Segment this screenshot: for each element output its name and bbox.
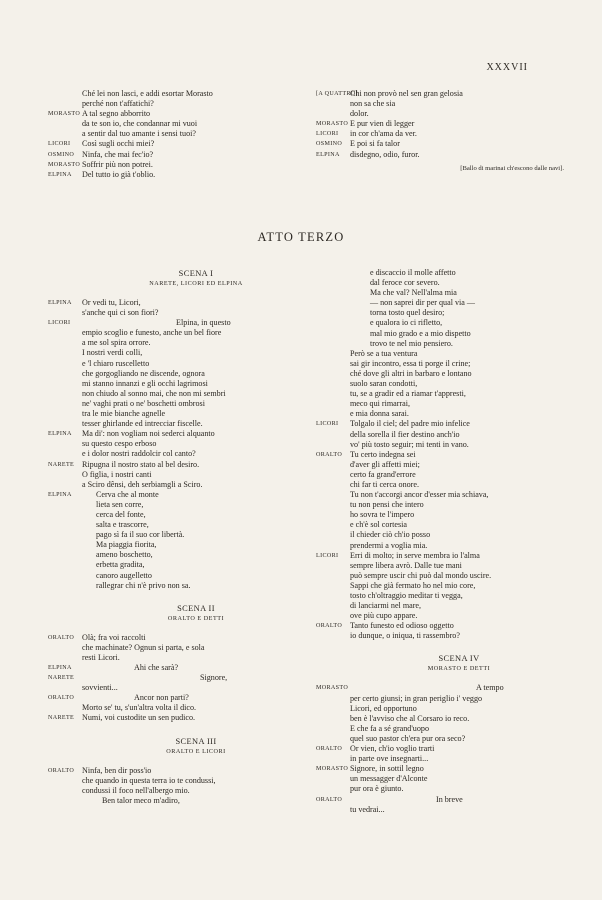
scene-title: SCENA I bbox=[178, 269, 214, 278]
verse-text: Ninfa, ben dir poss'io bbox=[82, 765, 152, 775]
verse-line bbox=[48, 429, 310, 439]
speaker-name: MORASTO bbox=[316, 685, 349, 692]
verse-line bbox=[316, 480, 568, 490]
previous-act-ending-left bbox=[48, 89, 310, 180]
scene-characters: NARETE, LICORI ED ELPINA bbox=[149, 280, 243, 287]
verse-line bbox=[316, 764, 568, 774]
speaker-name: ORALTO bbox=[316, 796, 343, 803]
verse-text: che gorgogliando ne discende, ognora bbox=[82, 368, 205, 378]
verse-line bbox=[316, 500, 568, 510]
verse-line bbox=[316, 784, 568, 794]
verse-text: Però se a tua ventura bbox=[350, 348, 418, 358]
scene-characters: ORALTO E DETTI bbox=[167, 614, 225, 622]
verse-line bbox=[316, 359, 568, 369]
verse-line bbox=[316, 308, 568, 318]
verse-text: — non saprei dir per qual via — bbox=[370, 298, 475, 308]
verse-line bbox=[48, 460, 310, 470]
verse-line bbox=[316, 714, 568, 724]
verse-text: di lanciarmi nel mare, bbox=[350, 601, 422, 611]
verse-line bbox=[316, 520, 568, 530]
speaker-name: ELPINA bbox=[48, 491, 72, 498]
verse-text: Ma di': non vogliam noi sederci alquanto bbox=[82, 429, 215, 439]
speaker-name: MORASTO bbox=[48, 111, 81, 118]
act-title: ATTO TERZO bbox=[257, 230, 345, 244]
verse-text: tu vedrai... bbox=[350, 804, 385, 814]
verse-text: Numi, voi custodite un sen pudico. bbox=[82, 713, 196, 723]
scene-heading bbox=[82, 603, 310, 624]
verse-line bbox=[48, 796, 310, 806]
verse-text: resti Licori. bbox=[82, 652, 120, 662]
verse-line bbox=[316, 288, 568, 298]
verse-line bbox=[316, 541, 568, 551]
spacer bbox=[48, 591, 310, 603]
verse-text: mal mio grado e a mio dispetto bbox=[370, 328, 471, 338]
verse-line bbox=[316, 510, 568, 520]
verse-line bbox=[316, 795, 568, 805]
speaker-name: ORALTO bbox=[316, 623, 343, 630]
verse-line bbox=[48, 89, 310, 99]
verse-line bbox=[48, 540, 310, 550]
verse-line bbox=[316, 601, 568, 611]
verse-text: un messagger d'Alconte bbox=[350, 774, 428, 784]
verse-text: tra le mie bianche agnelle bbox=[82, 409, 166, 419]
speaker-name: ORALTO bbox=[48, 695, 75, 702]
verse-line bbox=[316, 490, 568, 500]
verse-text: il chieder ciò ch'io posso bbox=[350, 530, 431, 540]
verse-text: O figlia, i nostri canti bbox=[82, 469, 152, 479]
verse-line bbox=[48, 369, 310, 379]
verse-text: Ma piaggia fiorita, bbox=[96, 540, 157, 550]
verse-text: Or vedi tu, Licori, bbox=[82, 298, 141, 307]
verse-text: quel suo pastor ch'era pur ora seco? bbox=[350, 733, 466, 743]
verse-line bbox=[48, 510, 310, 520]
verse-text: Soffrir più non potrei. bbox=[82, 159, 153, 169]
verse-line bbox=[48, 298, 310, 308]
verse-line bbox=[48, 409, 310, 419]
verse-line bbox=[48, 338, 310, 348]
verse-line bbox=[48, 663, 310, 673]
verse-line bbox=[316, 329, 568, 339]
verse-line bbox=[316, 109, 568, 119]
verse-text: disdegno, odio, furor. bbox=[350, 149, 420, 159]
verse-line bbox=[316, 591, 568, 601]
verse-line bbox=[316, 631, 568, 641]
speaker-name: ELPINA bbox=[48, 431, 72, 438]
verse-text: da te son io, che condannar mi vuoi bbox=[82, 119, 198, 129]
verse-text: a sentir dal tuo amante i sensi tuoi? bbox=[82, 129, 196, 139]
verse-line bbox=[48, 119, 310, 129]
spacer bbox=[316, 641, 568, 653]
verse-line bbox=[316, 460, 568, 470]
verse-text: ché dove gli altri in barbaro e lontano bbox=[350, 368, 472, 378]
verse-text: della sorella il fier destino anch'io bbox=[350, 429, 460, 439]
verse-text: che machinate? Ognun si parta, e sola bbox=[82, 642, 205, 652]
speaker-name: ORALTO bbox=[48, 767, 75, 774]
verse-line bbox=[316, 551, 568, 561]
verse-text: Ahi che sarà? bbox=[134, 663, 179, 672]
speaker-name: OSMINO bbox=[316, 141, 343, 148]
verse-line bbox=[316, 150, 568, 160]
verse-line bbox=[316, 581, 568, 591]
verse-line bbox=[48, 766, 310, 776]
verse-text: dolor. bbox=[350, 109, 369, 119]
verse-text: Elpina, in questo bbox=[176, 318, 231, 328]
speaker-name: LICORI bbox=[316, 421, 339, 428]
verse-text: Ché lei non lasci, e addi esortar Morasto bbox=[82, 89, 213, 98]
verse-line bbox=[316, 349, 568, 359]
verse-line bbox=[48, 786, 310, 796]
verse-text: Tu non t'accorgi ancor d'esser mia schiava, bbox=[350, 490, 489, 500]
spacer bbox=[48, 724, 310, 736]
verse-text: Signore, in sottil legno bbox=[350, 764, 424, 774]
verse-text: I nostri verdi colli, bbox=[82, 348, 143, 358]
left-text-column bbox=[48, 268, 310, 806]
verse-line bbox=[48, 419, 310, 429]
verse-text: Tolgalo il ciel; del padre mio infelice bbox=[350, 419, 470, 429]
verse-text: vo' più tosto seguir; mi tenti in vano. bbox=[350, 439, 469, 449]
verse-line bbox=[48, 348, 310, 358]
verse-text: e i dolor nostri raddolcir col canto? bbox=[82, 449, 196, 459]
verse-text: chi far ti cerca onore. bbox=[350, 479, 419, 489]
verse-line bbox=[48, 129, 310, 139]
verse-line bbox=[316, 129, 568, 139]
verse-text: Sappi che già fermato ho nel mio core, bbox=[350, 580, 476, 590]
verse-line bbox=[316, 805, 568, 815]
verse-line bbox=[316, 298, 568, 308]
verse-text: ho sovra te l'impero bbox=[350, 510, 415, 520]
page-number: XXXVII bbox=[486, 62, 528, 73]
scene-characters: ORALTO E LICORI bbox=[166, 747, 226, 755]
verse-text: in cor ch'ama da ver. bbox=[350, 129, 417, 139]
verse-text: io dunque, o iniqua, ti rassembro? bbox=[350, 631, 460, 641]
verse-text: cerca del fonte, bbox=[96, 509, 146, 519]
verse-text: trovo te nel mio pensiero. bbox=[370, 338, 453, 348]
verse-text: ameno boschetto, bbox=[96, 550, 153, 560]
verse-text: pur ora è giunto. bbox=[350, 784, 404, 794]
verse-line bbox=[316, 561, 568, 571]
speaker-name: LICORI bbox=[316, 131, 339, 138]
verse-line bbox=[48, 703, 310, 713]
verse-line bbox=[316, 369, 568, 379]
verse-line bbox=[316, 89, 568, 99]
verse-text: Chi non provò nel sen gran gelosia bbox=[350, 89, 463, 98]
verse-text: Ripugna il nostro stato al bel desiro. bbox=[82, 459, 200, 469]
verse-text: tesser ghirlande ed intrecciar fiscelle. bbox=[82, 419, 203, 429]
verse-line bbox=[48, 776, 310, 786]
speaker-name: ELPINA bbox=[48, 300, 72, 306]
verse-line bbox=[316, 318, 568, 328]
verse-line bbox=[316, 119, 568, 129]
verse-line bbox=[316, 621, 568, 631]
verse-text: e 'l chiaro ruscelletto bbox=[82, 358, 150, 368]
verse-text: lieta sen corre, bbox=[96, 499, 144, 509]
verse-text: Or vien, ch'io voglio trarti bbox=[350, 744, 435, 754]
verse-text: sempre libera avrò. Dalle tue mani bbox=[350, 560, 462, 570]
verse-line bbox=[48, 581, 310, 591]
verse-line bbox=[48, 109, 310, 119]
verse-text: salta e trascorre, bbox=[96, 520, 149, 530]
verse-text: non sa che sia bbox=[350, 99, 396, 109]
speaker-name: LICORI bbox=[48, 141, 71, 148]
scene-title: SCENA IV bbox=[438, 654, 480, 664]
verse-text: può sempre uscir chi può dal mondo uscire. bbox=[350, 570, 492, 580]
verse-text: Signore, bbox=[200, 673, 228, 683]
verse-text: Morto se' tu, s'un'altra volta il dico. bbox=[82, 703, 197, 713]
verse-line bbox=[48, 713, 310, 723]
verse-line bbox=[48, 530, 310, 540]
verse-text: dal feroce cor severo. bbox=[370, 278, 440, 288]
verse-text: Cerva che al monte bbox=[96, 489, 159, 499]
verse-line bbox=[48, 653, 310, 663]
speaker-name: MORASTO bbox=[316, 766, 349, 773]
verse-line bbox=[48, 160, 310, 170]
verse-line bbox=[48, 449, 310, 459]
verse-text: Ninfa, che mai fec'io? bbox=[82, 149, 154, 159]
verse-text: erbetta gradita, bbox=[96, 560, 145, 570]
speaker-name: ORALTO bbox=[316, 451, 343, 458]
verse-line bbox=[316, 611, 568, 621]
speaker-name: OSMINO bbox=[48, 151, 75, 158]
verse-text: s'anche qui ci son fiori? bbox=[82, 308, 159, 318]
scene-title: SCENA II bbox=[177, 603, 215, 613]
verse-text: Ma che val? Nell'alma mia bbox=[370, 288, 457, 298]
verse-text: Tanto funesto ed odioso oggetto bbox=[350, 621, 454, 631]
verse-line bbox=[48, 500, 310, 510]
verse-text: A tempo bbox=[476, 683, 504, 693]
verse-text: meco qui rimarrai, bbox=[350, 399, 411, 409]
verse-text: ben è l'avviso che al Corsaro io reco. bbox=[350, 713, 470, 723]
verse-text: Ancor non parti? bbox=[134, 693, 189, 703]
verse-line bbox=[48, 470, 310, 480]
verse-line bbox=[48, 328, 310, 338]
verse-line bbox=[48, 399, 310, 409]
speaker-name: LICORI bbox=[316, 552, 339, 559]
verse-text: che quando in questa terra io te condussi, bbox=[82, 775, 216, 785]
verse-line bbox=[316, 774, 568, 784]
verse-line bbox=[316, 399, 568, 409]
verse-line bbox=[316, 419, 568, 429]
speaker-name: ELPINA bbox=[316, 151, 340, 158]
verse-line bbox=[316, 530, 568, 540]
scene-title: SCENA III bbox=[175, 736, 217, 746]
verse-text: Del tutto io già t'oblio. bbox=[82, 169, 156, 179]
verse-text: condussi il foco nell'albergo mio. bbox=[82, 785, 190, 795]
speaker-name: ORALTO bbox=[48, 634, 75, 641]
verse-text: empio scoglio e funesto, anche un bel fiore bbox=[82, 328, 222, 338]
verse-line bbox=[316, 139, 568, 149]
verse-text: Ben talor meco m'adiro, bbox=[102, 795, 180, 805]
verse-text: Così sugli occhi miei? bbox=[82, 139, 155, 149]
verse-text: perché non t'affatichi? bbox=[82, 99, 154, 109]
scene-heading bbox=[82, 268, 310, 289]
verse-line bbox=[48, 379, 310, 389]
scene-characters: MORASTO E DETTI bbox=[427, 665, 491, 673]
verse-text: d'aver gli affetti miei; bbox=[350, 459, 420, 469]
verse-text: suolo saran condotti, bbox=[350, 379, 418, 389]
verse-line bbox=[48, 673, 310, 683]
verse-text: e mia donna sarai. bbox=[350, 409, 409, 419]
speaker-name: ELPINA bbox=[48, 665, 72, 671]
stage-direction: [Ballo di marinai ch'escono dalle navi]. bbox=[460, 164, 564, 172]
verse-text: prendermi a voglia mia. bbox=[350, 540, 428, 550]
verse-text: In breve bbox=[436, 794, 463, 804]
speaker-name: NARETE bbox=[48, 461, 75, 468]
previous-act-ending-right bbox=[316, 89, 568, 174]
verse-text: pago sì fa il suo cor libertà. bbox=[96, 530, 185, 540]
verse-text: Olà; fra voi raccolti bbox=[82, 632, 146, 642]
verse-text: certo fa grand'errore bbox=[350, 469, 416, 479]
verse-text: in parte ove insegnarti... bbox=[350, 754, 429, 764]
verse-text: canoro augelletto bbox=[96, 570, 152, 580]
verse-line bbox=[316, 450, 568, 460]
verse-text: non chiudo al sonno mai, che non mi sembri bbox=[82, 388, 226, 398]
verse-text: a Sciro dênsi, deh serbiamgli a Sciro. bbox=[82, 479, 203, 489]
verse-line bbox=[48, 359, 310, 369]
verse-text: e ch'è sol cortesia bbox=[350, 520, 407, 530]
verse-line bbox=[48, 633, 310, 643]
verse-text: ove più cupo appare. bbox=[350, 611, 418, 621]
speaker-name: LICORI bbox=[48, 320, 71, 327]
verse-text: torna tosto quel desiro; bbox=[370, 308, 445, 318]
verse-line bbox=[48, 480, 310, 490]
verse-text: sai gir incontro, essa ti porge il crine; bbox=[350, 358, 471, 368]
verse-text: Licori, ed opportuno bbox=[350, 703, 417, 713]
verse-line bbox=[316, 683, 568, 693]
verse-text: tosto ch'oltraggio meditar ti vegga, bbox=[350, 591, 463, 600]
verse-line bbox=[316, 268, 568, 278]
verse-line bbox=[48, 643, 310, 653]
verse-text: ne' vaghi prati o ne' boschetti ombrosi bbox=[82, 398, 205, 408]
verse-text: a me sol spira orrore. bbox=[82, 338, 151, 348]
verse-line bbox=[316, 754, 568, 764]
verse-text: e discaccio il molle affetto bbox=[370, 268, 456, 277]
verse-line bbox=[48, 560, 310, 570]
verse-text: A tal segno abborrito bbox=[82, 109, 151, 119]
verse-line bbox=[316, 430, 568, 440]
speaker-name: ORALTO bbox=[316, 746, 343, 753]
verse-line bbox=[316, 409, 568, 419]
verse-line bbox=[316, 389, 568, 399]
verse-text: per certo giunsi; in gran periglio i' veggo bbox=[350, 693, 483, 703]
verse-line bbox=[48, 571, 310, 581]
right-text-column bbox=[316, 268, 568, 815]
verse-line bbox=[48, 318, 310, 328]
verse-text: su questo cespo erboso bbox=[82, 439, 157, 449]
verse-line bbox=[48, 308, 310, 318]
verse-line bbox=[48, 99, 310, 109]
verse-line bbox=[48, 389, 310, 399]
verse-text: tu, se a gradir ed a riamar t'appresti, bbox=[350, 389, 466, 399]
verse-line bbox=[48, 139, 310, 149]
speaker-name: ELPINA bbox=[48, 171, 72, 178]
speaker-name: MORASTO bbox=[316, 121, 349, 128]
verse-line bbox=[48, 683, 310, 693]
verse-line bbox=[316, 571, 568, 581]
verse-line bbox=[316, 744, 568, 754]
verse-text: rallegrar chi n'è privo non sa. bbox=[96, 580, 191, 590]
verse-text: E pur vien di legger bbox=[350, 119, 415, 129]
verse-line bbox=[316, 278, 568, 288]
verse-line bbox=[316, 379, 568, 389]
verse-line bbox=[48, 170, 310, 180]
verse-line bbox=[316, 704, 568, 714]
verse-text: sovvienti... bbox=[82, 683, 118, 693]
scene-heading bbox=[82, 736, 310, 757]
speaker-name: MORASTO bbox=[48, 161, 81, 168]
verse-text: mi stanno innanzi e gli occhi lagrimosi bbox=[82, 378, 208, 388]
verse-line bbox=[316, 694, 568, 704]
verse-line bbox=[48, 550, 310, 560]
verse-text: e qualora io ci rifletto, bbox=[370, 318, 443, 328]
speaker-name: NARETE bbox=[48, 715, 75, 722]
verse-text: Tu certo indegna sei bbox=[350, 449, 416, 459]
verse-text: Erri di molto; in serve membra io l'alma bbox=[350, 550, 480, 560]
speaker-name: [A QUATTRO] bbox=[316, 91, 358, 97]
verse-line bbox=[48, 439, 310, 449]
verse-line bbox=[316, 470, 568, 480]
verse-text: E poi si fa talor bbox=[350, 139, 400, 149]
verse-line bbox=[316, 339, 568, 349]
speaker-name: NARETE bbox=[48, 675, 75, 682]
verse-text: E che fa a sé grand'uopo bbox=[350, 723, 429, 733]
verse-line bbox=[48, 520, 310, 530]
verse-line bbox=[48, 693, 310, 703]
verse-text: tu non pensi che intero bbox=[350, 500, 424, 510]
verse-line bbox=[316, 734, 568, 744]
verse-line bbox=[316, 440, 568, 450]
verse-line bbox=[316, 724, 568, 734]
verse-line bbox=[48, 150, 310, 160]
verse-line bbox=[316, 99, 568, 109]
verse-line bbox=[48, 490, 310, 500]
scene-heading bbox=[350, 653, 568, 674]
